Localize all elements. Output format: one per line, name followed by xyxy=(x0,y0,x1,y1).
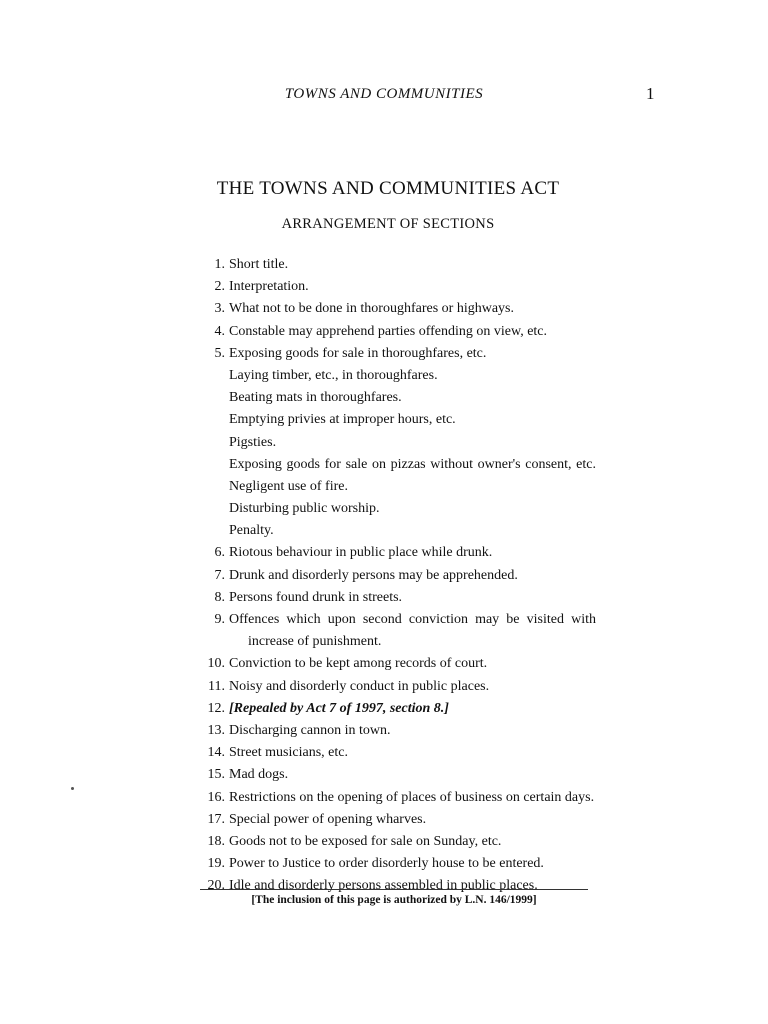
section-title: Conviction to be kept among records of court. xyxy=(229,656,488,672)
section-number: 8. xyxy=(214,589,225,605)
section-number: 6. xyxy=(214,545,225,561)
section-number: 13. xyxy=(207,722,225,738)
section-title: increase of punishment. xyxy=(248,634,382,650)
section-item xyxy=(196,276,596,298)
section-subitem xyxy=(196,365,596,387)
section-title: Laying timber, etc., in thoroughfares. xyxy=(229,367,438,383)
section-subitem xyxy=(196,476,596,498)
section-number: 9. xyxy=(214,612,225,627)
section-title: Mad dogs. xyxy=(229,767,289,783)
section-item xyxy=(196,831,596,853)
section-item xyxy=(196,587,596,609)
section-number: 16. xyxy=(207,789,225,805)
section-item xyxy=(196,853,596,875)
section-title: Negligent use of fire. xyxy=(229,478,348,494)
section-item xyxy=(196,343,596,365)
section-number: 3. xyxy=(214,301,225,317)
section-number: 2. xyxy=(214,279,225,295)
section-title: Constable may apprehend parties offending on view, etc. xyxy=(229,323,548,339)
section-subitem xyxy=(196,454,596,476)
section-subitem xyxy=(196,432,596,454)
section-item xyxy=(196,809,596,831)
section-item xyxy=(196,764,596,786)
footer-rule xyxy=(200,889,588,890)
section-title: Discharging cannon in town. xyxy=(229,722,391,738)
arrangement-heading: ARRANGEMENT OF SECTIONS xyxy=(281,216,495,232)
section-item xyxy=(196,676,596,698)
section-title: Riotous behaviour in public place while drunk. xyxy=(229,545,493,561)
section-number: 1. xyxy=(214,257,225,272)
section-subitem xyxy=(196,409,596,431)
section-number: 19. xyxy=(207,856,225,872)
section-title: Beating mats in thoroughfares. xyxy=(229,390,402,406)
section-title: Pigsties. xyxy=(229,434,277,450)
act-title: THE TOWNS AND COMMUNITIES ACT xyxy=(216,178,560,199)
section-item xyxy=(196,653,596,675)
section-item xyxy=(196,321,596,343)
section-number: 14. xyxy=(207,745,225,761)
section-title: Noisy and disorderly conduct in public places. xyxy=(229,678,490,694)
section-item-repealed xyxy=(196,698,596,720)
section-number: 15. xyxy=(207,767,225,783)
section-item xyxy=(196,565,596,587)
section-title: Special power of opening wharves. xyxy=(229,811,427,827)
scan-speck xyxy=(71,787,74,790)
section-title: Emptying privies at improper hours, etc. xyxy=(229,412,456,428)
section-number: 5. xyxy=(214,345,225,361)
section-number: 17. xyxy=(207,811,225,827)
section-item xyxy=(196,609,596,631)
section-item xyxy=(196,254,596,276)
section-title: [Repealed by Act 7 of 1997, section 8.] xyxy=(229,700,449,716)
section-subitem xyxy=(196,387,596,409)
section-item xyxy=(196,298,596,320)
section-title: Drunk and disorderly persons may be apprehended. xyxy=(229,567,518,583)
section-title: Restrictions on the opening of places of business on certain days. xyxy=(229,789,595,805)
section-item xyxy=(196,720,596,742)
section-title: Persons found drunk in streets. xyxy=(229,589,403,605)
section-title: Disturbing public worship. xyxy=(229,501,380,517)
section-number: 12. xyxy=(207,700,225,716)
section-title: Offences which upon second conviction may be visited with xyxy=(229,612,596,627)
section-title: Street musicians, etc. xyxy=(229,745,348,761)
section-subitem xyxy=(196,498,596,520)
section-title: Power to Justice to order disorderly house to be entered. xyxy=(229,856,544,872)
section-number: 18. xyxy=(207,833,225,849)
section-item xyxy=(196,542,596,564)
authorization-note: [The inclusion of this page is authorized by L.N. 146/1999] xyxy=(251,894,537,906)
section-title: Exposing goods for sale in thoroughfares, etc. xyxy=(229,345,487,361)
section-title: What not to be done in thoroughfares or highways. xyxy=(229,301,514,317)
section-number: 20. xyxy=(207,878,225,894)
section-number: 7. xyxy=(214,567,225,583)
section-number: 11. xyxy=(208,678,225,694)
section-item xyxy=(196,787,596,809)
section-list xyxy=(196,254,596,897)
section-title: Exposing goods for sale on pizzas without owner's consent, etc. xyxy=(229,456,596,472)
section-title: Goods not to be exposed for sale on Sunday, etc. xyxy=(229,833,502,849)
section-item xyxy=(196,742,596,764)
section-continuation xyxy=(196,631,596,653)
section-subitem xyxy=(196,520,596,542)
page-number: 1 xyxy=(646,84,655,103)
section-number: 4. xyxy=(214,323,225,339)
running-head: TOWNS AND COMMUNITIES xyxy=(284,86,484,102)
section-title: Interpretation. xyxy=(229,279,309,295)
section-title: Penalty. xyxy=(229,523,274,539)
section-title: Short title. xyxy=(229,257,289,272)
section-title: Idle and disorderly persons assembled in public places. xyxy=(229,878,538,894)
section-number: 10. xyxy=(207,656,225,672)
